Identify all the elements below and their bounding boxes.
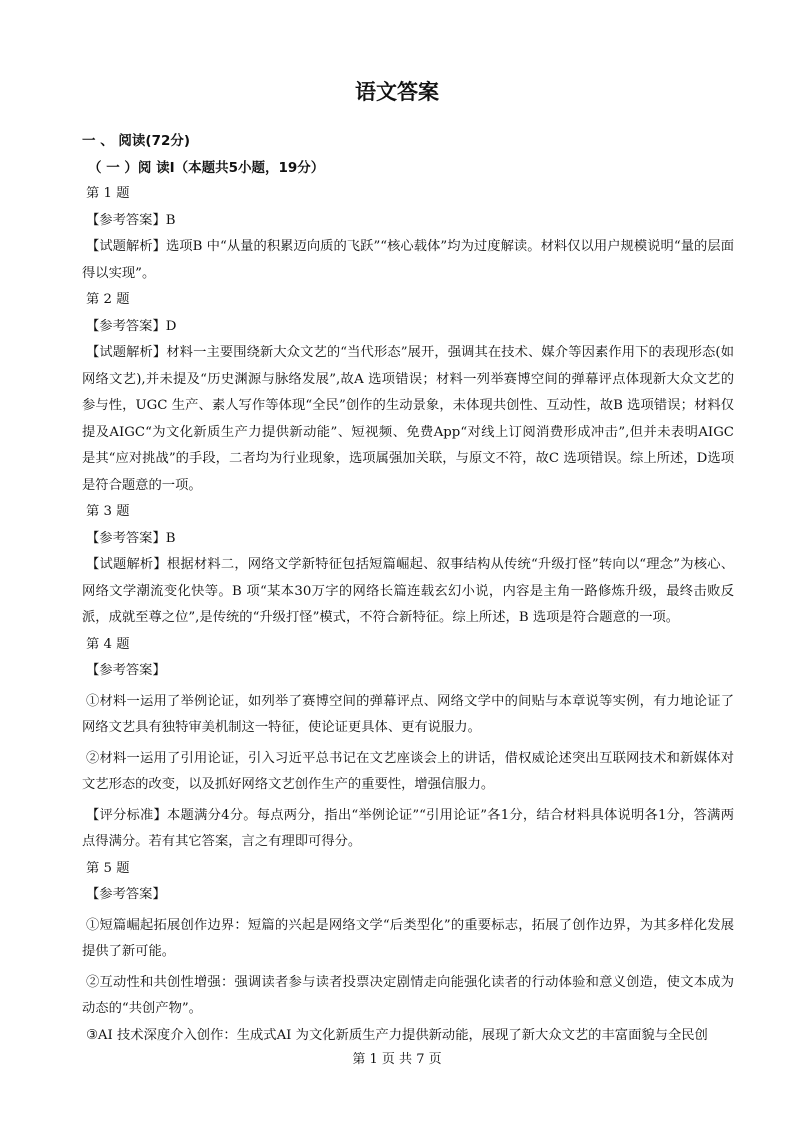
answer-point: ①材料一运用了举例论证，如列举了赛博空间的弹幕评点、网络文学中的间贴与本章说等实例，有力地论证了网络文艺具有独特审美机制这一特征，使论证更具体、更有说服力。 <box>82 693 734 735</box>
question-label: 第 4 题 <box>86 636 130 652</box>
reference-answer: 【参考答案】B <box>86 530 176 546</box>
answer-point: ①短篇崛起拓展创作边界：短篇的兴起是网络文学“后类型化”的重要标志，拓展了创作边界，为其多样化发展提供了新可能。 <box>82 917 734 959</box>
reference-answer: 【参考答案】D <box>86 318 177 334</box>
question-label: 第 3 题 <box>86 504 130 519</box>
analysis-paragraph: 【试题解析】选项B 中“从量的积累迈向质的飞跃”“核心载体”均为过度解读。材料仅以用户规模说明“量的层面得以实现”。 <box>82 239 734 281</box>
question-label: 第 2 题 <box>86 292 130 307</box>
answer-point: ②材料一运用了引用论证，引入习近平总书记在文艺座谈会上的讲话，借权威论述突出互联网技术和新媒体对文艺形态的改变，以及抓好网络文艺创作生产的重要性，增强信服力。 <box>82 750 734 792</box>
section-heading: 一 、 阅读(72分) <box>82 133 191 149</box>
page-footer: 第 1 页 共 7 页 <box>352 1052 442 1067</box>
analysis-paragraph: 【试题解析】材料一主要围绕新大众文艺的“当代形态”展开，强调其在技术、媒介等因素作用下的表现形态(如网络文艺),并未提及“历史渊源与脉络发展”,故A 选项错误；材料一列举赛博空间的弹幕评点体现新大众文艺的参与性，UGC 生产、素人写作等体现“全民”创作的生动景象，未体现共创性、互动性，故B 选项错误；材料仅提及AIGC“为文化新质生产力提供新动能”、短视频、免费App“对线上订阅消费形成冲击”,但并未表明AIGC 是其“应对挑战”的手段，二者均为行业现象，选项属强加关联，与原文不符，故C 选项错误。综上所述，D选项是符合题意的一项。 <box>82 345 734 493</box>
analysis-paragraph: 【试题解析】根据材料二，网络文学新特征包括短篇崛起、叙事结构从传统“升级打怪”转向以“理念”为核心、网络文学潮流变化快等。B 项“某本30万字的网络长篇连载玄幻小说，内容是主角一路修炼升级，最终击败反派，成就至尊之位”,是传统的“升级打怪”模式，不符合新特征。综上所述，B 选项是符合题意的一项。 <box>82 557 734 625</box>
answer-point: ③AI 技术深度介入创作：生成式AI 为文化新质生产力提供新动能，展现了新大众文艺的丰富面貌与全民创 <box>86 1027 708 1043</box>
reference-answer: 【参考答案】 <box>86 887 166 902</box>
reference-answer: 【参考答案】B <box>86 212 176 228</box>
subsection-heading: （ 一 ）阅 读I（本题共5小题，19分） <box>88 159 325 176</box>
answer-point: ②互动性和共创性增强：强调读者参与读者投票决定剧情走向能强化读者的行动体验和意义创造，使文本成为动态的“共创产物”。 <box>82 974 734 1016</box>
reference-answer: 【参考答案】 <box>86 663 166 678</box>
scoring-criteria: 【评分标准】本题满分4分。每点两分，指出“举例论证”“引用论证”各1分，结合材料具体说明各1分，答满两点得满分。若有其它答案，言之有理即可得分。 <box>82 807 734 849</box>
page-title: 语文答案 <box>355 80 439 104</box>
document-body <box>82 128 734 1049</box>
question-label: 第 1 题 <box>86 186 130 201</box>
question-label: 第 5 题 <box>86 860 130 876</box>
